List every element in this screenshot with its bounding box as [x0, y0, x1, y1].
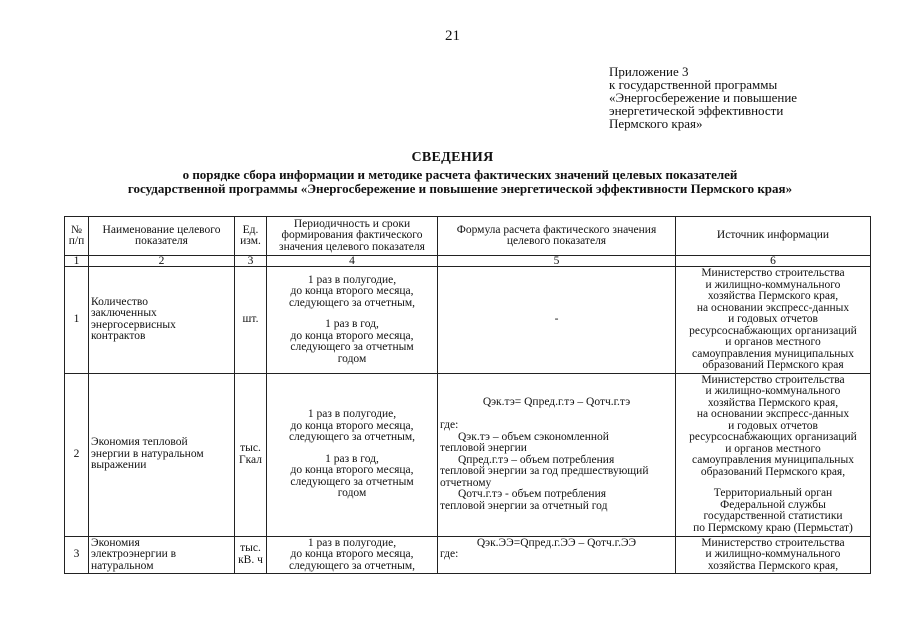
text-line: следующего за отчетным, [288, 431, 416, 444]
table-row [65, 373, 871, 536]
text-line: ресурсоснабжающих организаций [689, 431, 857, 444]
text-line: Федеральной службы [720, 498, 826, 511]
appendix-line: Пермского края» [609, 116, 703, 131]
formula-text [440, 397, 673, 512]
text-line: государственной статистики [703, 510, 843, 523]
text-line: кВ. ч [238, 553, 263, 566]
row-unit [235, 373, 267, 536]
text-line: выражении [91, 459, 147, 472]
column-number: 2 [89, 256, 235, 267]
text-line: Qэк.ЭЭ=Qпред.г.ЭЭ – Qотч.г.ЭЭ [476, 536, 637, 549]
text-line: где: [440, 419, 459, 431]
row-unit [235, 267, 267, 374]
source-secondary [678, 488, 868, 534]
indicators-table [64, 216, 871, 574]
text-line: тыс. [240, 542, 261, 555]
text-line: до конца второго месяца, [290, 285, 414, 297]
row-number: 1 [65, 267, 89, 374]
header-cell-source: Источник информации [676, 217, 871, 256]
text-line: тепловой энергии [440, 442, 527, 454]
text-line: и органов местного [725, 442, 821, 455]
period-annual [269, 454, 435, 500]
text-line: заключенных [91, 307, 157, 320]
text-line: тепловой энергии за год предшествующий [440, 465, 649, 477]
text-line: ресурсоснабжающих организаций [689, 324, 857, 337]
text-line [440, 409, 673, 421]
row-period [267, 373, 438, 536]
header-cell-name: Наименование целевого показателя [89, 217, 235, 256]
row-indicator-name [89, 267, 235, 374]
table-header-row [65, 217, 871, 256]
text-line: самоуправления муниципальных [692, 347, 854, 360]
text-line: образований Пермского края, [700, 465, 846, 478]
text-line: и органов местного [725, 336, 821, 348]
text-line: хозяйства Пермского края, [707, 559, 839, 572]
text-line: Qэк.тэ – объем сэкономленной [458, 430, 609, 443]
text-line: на основании экспресс-данных [696, 408, 850, 421]
period-semiannual [269, 409, 435, 444]
text-line: до конца второго месяца, [290, 464, 414, 477]
text-line: следующего за отчетным [290, 475, 414, 488]
text-line: хозяйства Пермского края, [707, 396, 839, 409]
column-number: 1 [65, 256, 89, 267]
text-line: 1 раз в год, [325, 452, 379, 465]
document-title: СВЕДЕНИЯ [411, 150, 494, 165]
appendix-line: к государственной программы [609, 77, 778, 92]
appendix-line: энергетической эффективности [609, 103, 784, 118]
row-formula [438, 536, 676, 574]
text-line: тепловой энергии за отчетный год [440, 499, 608, 512]
formula-text [440, 538, 673, 561]
text-line: тыс. [240, 442, 261, 454]
column-number: 5 [438, 256, 676, 267]
text-line: электроэнергии в [91, 548, 177, 560]
row-number: 2 [65, 373, 89, 536]
row-number: 3 [65, 536, 89, 574]
text-line: на основании экспресс-данных [696, 301, 850, 314]
text-line: - [554, 313, 559, 325]
header-cell-formula: Формула расчета фактического значения целевого показателя [438, 217, 676, 256]
text-line: энергии в натуральном [91, 447, 204, 460]
text-line: до конца второго месяца, [290, 329, 414, 342]
text-line: Qотч.г.тэ - объем потребления [458, 488, 607, 500]
text-line: 1 раз в полугодие, [307, 273, 397, 286]
text-line: энергосервисных [91, 318, 176, 331]
text-line: и жилищно-коммунального [705, 385, 841, 398]
text-line: где: [440, 548, 459, 560]
text-line: шт. [242, 313, 259, 325]
text-line: и жилищно-коммунального [705, 278, 841, 291]
header-cell-number: № п/п [65, 217, 89, 256]
appendix-line: «Энергосбережение и повышение [609, 90, 798, 105]
text-line: следующего за отчетным [290, 341, 414, 353]
period-annual [269, 319, 435, 365]
text-line: 1 раз в полугодие, [307, 408, 397, 421]
row-period [267, 267, 438, 374]
text-line: следующего за отчетным, [288, 296, 416, 309]
source-primary [678, 375, 868, 479]
text-line: Министерство строительства [701, 267, 845, 279]
row-indicator-name [89, 373, 235, 536]
text-line: следующего за отчетным, [288, 559, 416, 572]
text-line: хозяйства Пермского края, [707, 290, 839, 302]
appendix-line: Приложение 3 [609, 64, 689, 79]
text-line: отчетному [440, 476, 492, 489]
text-line: годом [337, 352, 367, 365]
column-number: 4 [267, 256, 438, 267]
text-line: до конца второго месяца, [290, 548, 414, 560]
text-line: Гкал [238, 453, 262, 466]
row-unit [235, 536, 267, 574]
text-line: натуральном [91, 559, 154, 572]
row-period [267, 536, 438, 574]
text-line: Министерство строительства [701, 373, 845, 386]
page-number: 21 [445, 28, 460, 44]
period-semiannual [269, 275, 435, 310]
text-line: Экономия тепловой [91, 436, 188, 449]
text-line: контрактов [91, 330, 146, 343]
row-formula [438, 373, 676, 536]
text-line: 1 раз в полугодие, [307, 536, 397, 549]
row-indicator-name [89, 536, 235, 574]
appendix-note [609, 65, 869, 130]
text-line: и годовых отчетов [728, 419, 818, 432]
table-row [65, 536, 871, 574]
header-cell-period: Периодичность и сроки формирования фактического значения целевого показателя [267, 217, 438, 256]
text-line: и годовых отчетов [728, 313, 818, 325]
text-line: Территориальный орган [713, 487, 833, 500]
text-line: Экономия [91, 536, 140, 549]
row-source [676, 267, 871, 374]
text-line: 1 раз в год, [325, 318, 379, 330]
text-line: Министерство строительства [701, 536, 845, 549]
header-cell-unit: Ед. изм. [235, 217, 267, 256]
subtitle-line: государственной программы «Энергосбережение и повышение энергетической эффективности Пермского края» [127, 181, 793, 196]
text-line: по Пермскому краю (Пермьстат) [693, 521, 853, 534]
text-line: до конца второго месяца, [290, 419, 414, 432]
text-line: образований Пермского края [702, 359, 844, 371]
text-line: Количество [91, 295, 148, 308]
subtitle-line: о порядке сбора информации и методике расчета фактических значений целевых показателей [182, 167, 738, 182]
column-number: 3 [235, 256, 267, 267]
row-source [676, 373, 871, 536]
text-line: Qпред.г.тэ – объем потребления [458, 453, 615, 466]
text-line: самоуправления муниципальных [692, 454, 854, 467]
row-source [676, 536, 871, 574]
text-line: годом [337, 487, 367, 500]
document-subtitle [60, 168, 860, 196]
row-formula [438, 267, 676, 374]
text-line: Qэк.тэ= Qпред.г.тэ – Qотч.г.тэ [482, 396, 631, 408]
text-line: и жилищно-коммунального [705, 548, 841, 560]
column-number: 6 [676, 256, 871, 267]
table-row [65, 267, 871, 374]
column-number-row [65, 256, 871, 267]
